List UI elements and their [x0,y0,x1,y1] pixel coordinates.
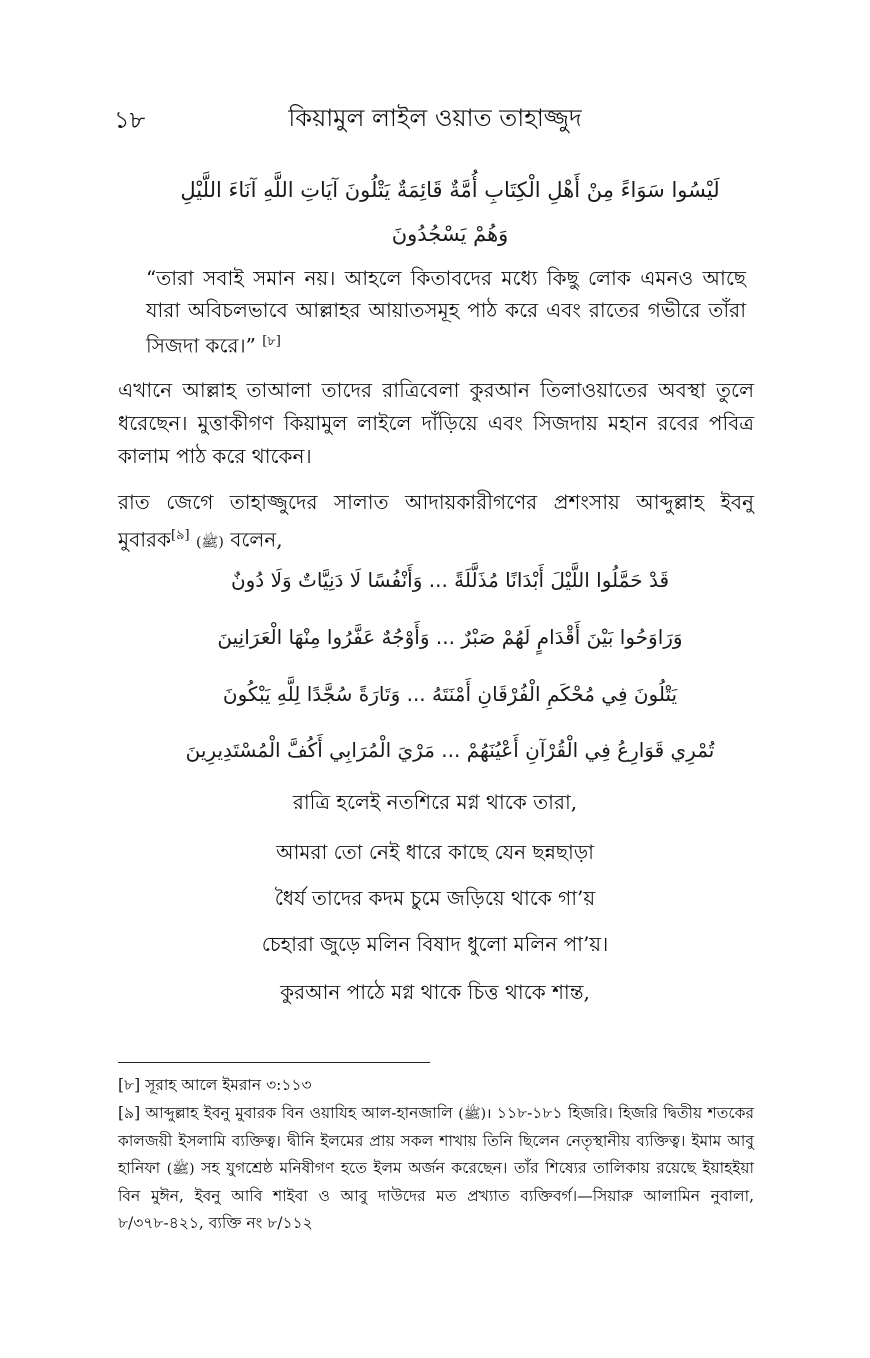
honorific-symbol: (ﷺ) [166,1161,195,1177]
bengali-poem-line-3: ধৈর্য তাদের কদম চুমে জড়িয়ে থাকে গা’য় [274,886,596,910]
footnote-8 [118,1072,754,1099]
page-number: ১৮ [114,106,146,134]
arabic-poem-line-4: تُمْرِي قَوَارِعُ فِي الْقُرْآنِ أَعْيُنَهُمْ ... مَرْيَ الْمُرَابِي أَكُفَّ الْمُسْتَدِيرِينَ [185,738,715,762]
quranic-verse-arabic: لَيْسُوا سَوَاءً مِنْ أَهْلِ الْكِتَابِ أُمَّةٌ قَائِمَةٌ يَتْلُونَ آيَاتِ اللَّهِ آنَاءَ اللَّيْلِ وَهُمْ يَسْجُدُونَ [180,178,720,246]
paragraph-2-text: রাত জেগে তাহাজ্জুদের সালাত আদায়কারীগণের প্রশংসায় আব্দুল্লাহ ইবনু মুবারক [118,490,754,552]
footnote-text: আব্দুল্লাহ ইবনু মুবারক বিন ওয়াযিহ আল-হানজালি [145,1104,453,1122]
honorific-symbol: (ﷺ)। [458,1106,492,1122]
bengali-poem-line-4: চেহারা জুড়ে মলিন বিষাদ ধুলো মলিন পা’য়। [261,932,609,956]
footnote-ref-8[interactable]: [৮] [262,334,281,349]
honorific-symbol: (ﷺ) [195,534,224,551]
verse-translation-quote [146,262,746,362]
footnote-9 [118,1100,754,1237]
arabic-poem-line-3: يَتْلُونَ فِي مُحْكَمِ الْفُرْقَانِ أَمْنَتَهُ ... وَتَارَةً سُجَّدًا لِلَّهِ يَبْكُونَ [222,682,678,706]
body-paragraph-2 [118,486,754,560]
running-title: কিয়ামুল লাইল ওয়াত তাহাজ্জুদ [288,104,582,132]
arabic-poem-line-2: وَرَاوَحُوا بَيْنَ أَقْدَامٍ لَهُمْ صَبْرٌ ... وَأَوْجُهٌ عَفَّرُوا مِنْهَا الْعَرَانِينَ [217,625,683,649]
arabic-poem-line-1: قَدْ حَمَّلُوا اللَّيْلَ أَبْدَانًا مُذَلَّلَةً ... وَأَنْفُسًا لَا دَنِيَّاتٌ وَلَا دُونٌ [230,568,670,592]
bengali-poem-line-5: কুরআন পাঠে মগ্ন থাকে চিত্ত থাকে শান্ত, [280,980,590,1004]
footnote-marker: [৯] [118,1104,141,1122]
bengali-poem-line-1: রাত্রি হলেই নতশিরে মগ্ন থাকে তারা, [292,790,578,814]
bengali-poem-line-2: আমরা তো নেই ধারে কাছে যেন ছন্নছাড়া [276,840,594,864]
footnote-marker: [৮] [118,1076,141,1094]
body-paragraph-1: এখানে আল্লাহ তাআলা তাদের রাত্রিবেলা কুরআন তিলাওয়াতের অবস্থা তুলে ধরেছেন। মুত্তাকীগণ কিয়ামুল লাইলে দাঁড়িয়ে এবং সিজদায় মহান রবের পবিত্র কালাম পাঠ করে থাকেন। [118,378,754,468]
footnote-text: সূরাহ আলে ইমরান ৩:১১৩ [145,1076,312,1094]
footnote-text: সহ যুগশ্রেষ্ঠ মনিষীগণ হতে ইলম অর্জন করেছেন। তাঁর শিষ্যের তালিকায় রয়েছে ইয়াহইয়া বিন মুঈন, ইবনু আবি শাইবা ও আবু দাউদের মত প্রখ্যাত ব্যক্তিবর্গ।—সিয়ারু আলামিন নুবালা, ৮/৩৭৮-৪২১, ব্যক্তি নং ৮/১১২ [118,1159,754,1232]
footnote-ref-9[interactable]: [৯] [171,528,190,543]
footnote-text: ১১৮-১৮১ হিজরি। হিজরি দ্বিতীয় শতকের কালজয়ী ইসলামি ব্যক্তিত্ব। দ্বীনি ইলমের প্রায় সকল শাখায় তিনি ছিলেন নেতৃস্থানীয় ব্যক্তিত্ব। ইমাম আবু হানিফা [118,1104,755,1177]
paragraph-2-ending: বলেন, [230,527,283,552]
quote-text: “তারা সবাই সমান নয়। আহলে কিতাবদের মধ্যে কিছু লোক এমনও আছে যারা অবিচলভাবে আল্লাহর আয়াতসমূহ পাঠ করে এবং রাতের গভীরে তাঁরা সিজদা করে।” [146,266,746,358]
footnote-divider [118,1062,430,1063]
